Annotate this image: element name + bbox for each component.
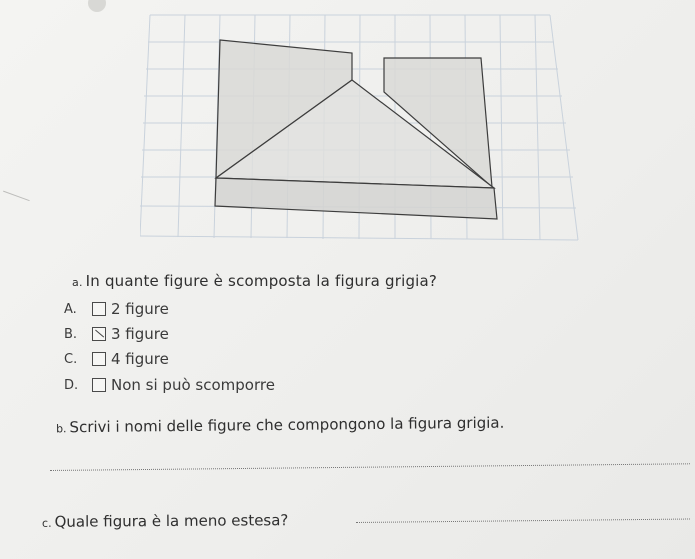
option-b-letter: B. <box>64 326 78 342</box>
question-b <box>56 414 505 437</box>
option-a[interactable] <box>64 300 169 318</box>
question-a <box>72 272 437 290</box>
question-c-prefix: c. <box>41 516 52 530</box>
option-c-checkbox[interactable] <box>92 352 106 366</box>
option-b[interactable] <box>64 325 169 343</box>
option-a-label: 2 figure <box>111 300 169 318</box>
option-b-checkbox[interactable] <box>92 327 106 341</box>
margin-pencil-mark <box>0 191 30 215</box>
question-c <box>42 511 288 531</box>
option-c-letter: C. <box>64 351 78 367</box>
question-b-prefix: b. <box>55 422 67 436</box>
question-b-text: Scrivi i nomi delle figure che compongono la figura grigia. <box>69 413 505 437</box>
option-c-label: 4 figure <box>111 350 169 368</box>
question-a-prefix: a. <box>72 276 83 289</box>
question-a-text: In quante figure è scomposta la figura grigia? <box>85 272 438 290</box>
page-corner-mark <box>88 0 106 12</box>
grid-figure <box>140 10 580 250</box>
option-b-label: 3 figure <box>111 325 169 343</box>
option-d-checkbox[interactable] <box>92 378 106 392</box>
question-c-text: Quale figura è la meno estesa? <box>54 511 289 531</box>
option-c[interactable] <box>64 350 169 368</box>
option-a-letter: A. <box>64 301 77 317</box>
answer-line-c[interactable] <box>356 519 690 523</box>
option-a-checkbox[interactable] <box>92 302 106 316</box>
option-d[interactable] <box>64 376 275 394</box>
option-d-label: Non si può scomporre <box>111 376 275 394</box>
answer-line-b[interactable] <box>50 463 690 471</box>
option-d-letter: D. <box>64 377 79 393</box>
